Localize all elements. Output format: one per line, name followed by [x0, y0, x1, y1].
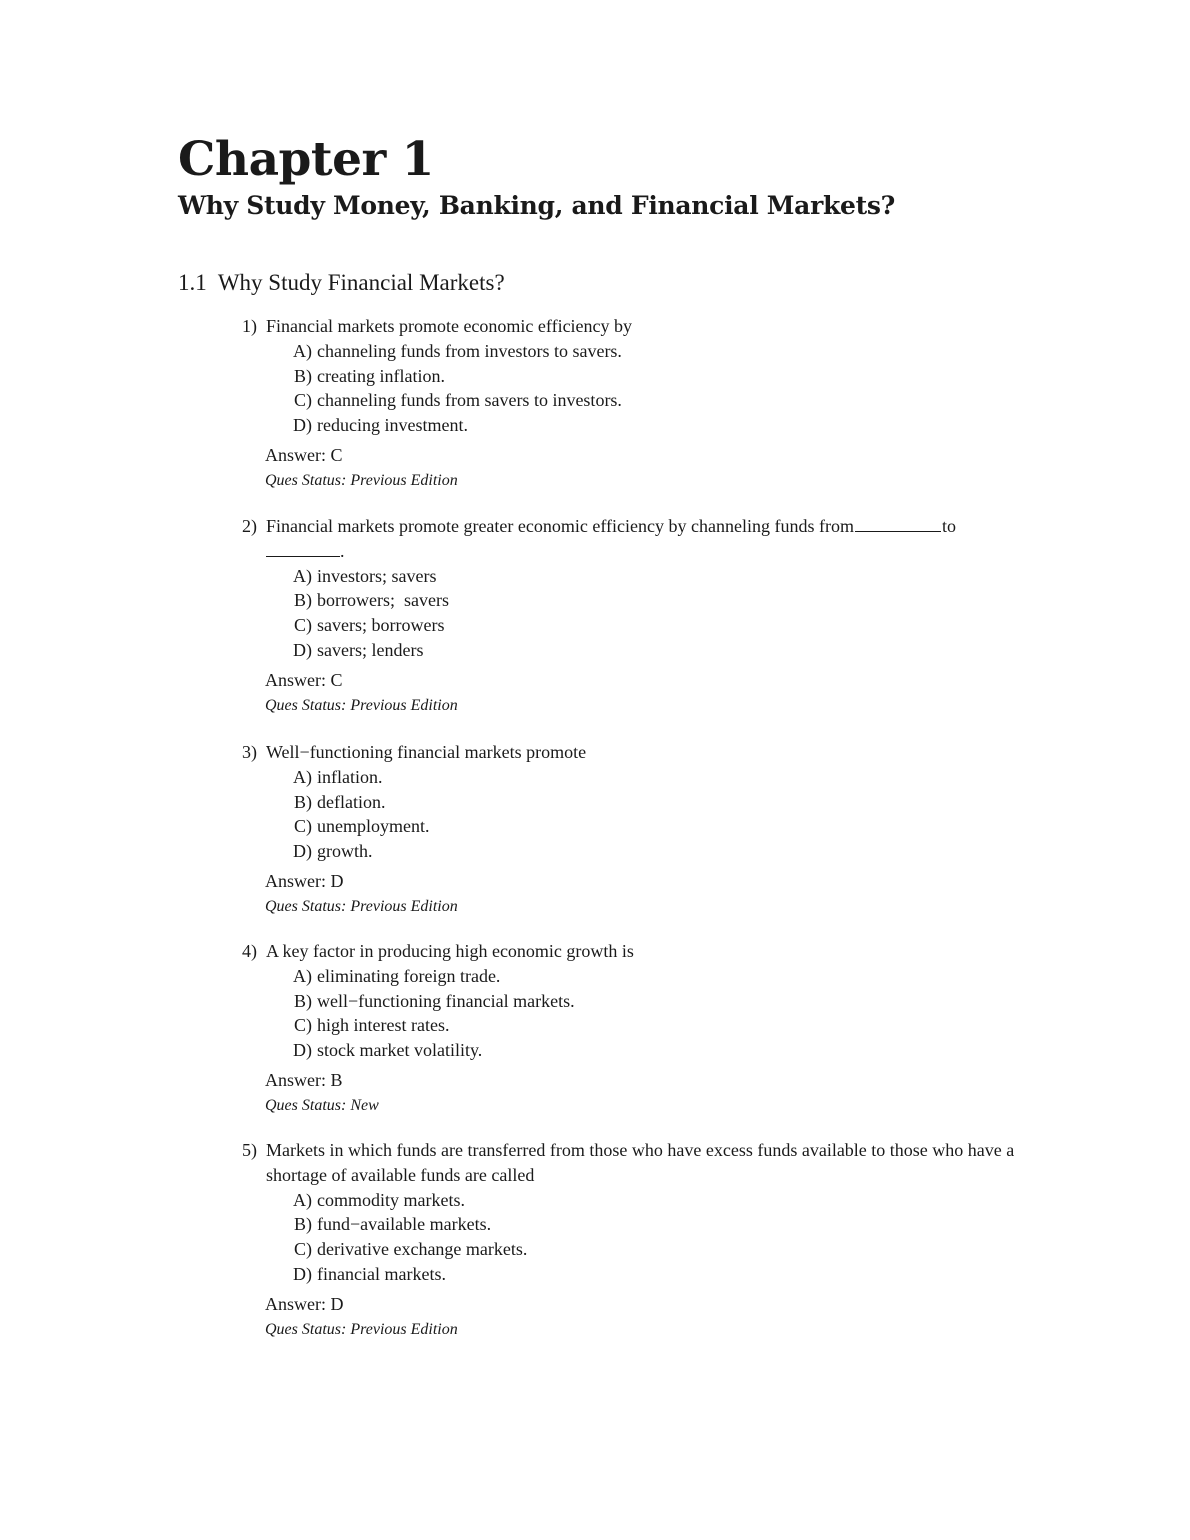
option-text: commodity markets.	[317, 1189, 465, 1210]
option-text: inflation.	[317, 766, 383, 787]
section-title: Why Study Financial Markets?	[217, 270, 505, 295]
question-stem	[242, 740, 1052, 765]
question-3	[242, 740, 1052, 919]
question-status: Ques Status: New	[265, 1096, 379, 1114]
option-d	[286, 1038, 1052, 1063]
option-list	[242, 564, 1052, 663]
option-text: fund−available markets.	[317, 1214, 492, 1235]
option-letter: C)	[294, 390, 312, 411]
question-stem	[242, 514, 1052, 539]
option-text: stock market volatility.	[317, 1040, 483, 1061]
option-text: derivative exchange markets.	[317, 1239, 528, 1260]
option-a	[286, 339, 1052, 364]
option-text: borrowers; savers	[317, 590, 449, 611]
question-text: Financial markets promote economic efficiency by	[266, 316, 633, 336]
option-text: growth.	[317, 841, 373, 862]
option-letter: B)	[294, 1214, 312, 1235]
option-list	[242, 964, 1052, 1063]
option-letter: D)	[293, 639, 312, 660]
question-number: 5)	[242, 1140, 257, 1160]
option-d	[286, 839, 1052, 864]
option-d	[286, 1262, 1052, 1287]
option-letter: D)	[293, 1263, 312, 1284]
option-b	[286, 364, 1052, 389]
option-letter: C)	[294, 1239, 312, 1260]
option-c	[286, 814, 1052, 839]
answer-line: Answer: B	[265, 1069, 343, 1090]
option-list	[242, 765, 1052, 864]
question-stem	[242, 939, 1052, 964]
question-text: Markets in which funds are transferred from those who have excess funds available to those who have a shortage of available funds are called	[266, 1140, 1015, 1185]
option-b	[286, 588, 1052, 613]
option-text: financial markets.	[317, 1263, 446, 1284]
question-status: Ques Status: Previous Edition	[265, 897, 458, 915]
option-a	[286, 964, 1052, 989]
question-5	[242, 1138, 1052, 1342]
option-b	[286, 790, 1052, 815]
question-number: 4)	[242, 941, 257, 961]
question-status: Ques Status: Previous Edition	[265, 1320, 458, 1338]
question-2	[242, 514, 1052, 718]
answer-line: Answer: C	[265, 444, 343, 465]
option-list	[242, 339, 1052, 438]
option-letter: B)	[294, 590, 312, 611]
option-d	[286, 413, 1052, 438]
option-text: high interest rates.	[317, 1015, 450, 1036]
option-c	[286, 613, 1052, 638]
option-text: savers; borrowers	[317, 615, 445, 636]
option-a	[286, 564, 1052, 589]
question-text: Well−functioning financial markets promote	[266, 742, 587, 762]
question-stem-continued	[242, 539, 1052, 564]
question-stem	[242, 314, 1052, 339]
option-letter: B)	[294, 365, 312, 386]
option-letter: C)	[294, 816, 312, 837]
answer-line: Answer: D	[265, 1293, 344, 1314]
question-text-part: Financial markets promote greater economic efficiency by channeling funds from	[266, 516, 854, 536]
section-heading	[178, 268, 505, 298]
question-4	[242, 939, 1052, 1118]
chapter-subtitle: Why Study Money, Banking, and Financial Markets?	[178, 191, 895, 220]
question-number: 3)	[242, 742, 257, 762]
fill-in-blank	[266, 539, 340, 557]
option-letter: A)	[293, 340, 312, 361]
answer-line: Answer: D	[265, 870, 344, 891]
option-text: eliminating foreign trade.	[317, 965, 501, 986]
option-letter: C)	[294, 1015, 312, 1036]
option-b	[286, 1212, 1052, 1237]
question-text	[266, 514, 1052, 539]
option-b	[286, 989, 1052, 1014]
option-c	[286, 1237, 1052, 1262]
question-stem	[242, 1138, 1052, 1188]
option-a	[286, 1188, 1052, 1213]
question-number: 2)	[242, 516, 257, 536]
option-letter: D)	[293, 415, 312, 436]
option-text: unemployment.	[317, 816, 430, 837]
option-text: investors; savers	[317, 565, 437, 586]
option-text: well−functioning financial markets.	[317, 990, 575, 1011]
option-c	[286, 388, 1052, 413]
option-letter: B)	[294, 990, 312, 1011]
option-text: deflation.	[317, 791, 386, 812]
option-letter: D)	[293, 841, 312, 862]
question-text: A key factor in producing high economic growth is	[266, 941, 634, 961]
option-text: savers; lenders	[317, 639, 424, 660]
question-1	[242, 314, 1052, 493]
question-status: Ques Status: Previous Edition	[265, 471, 458, 489]
option-text: channeling funds from investors to savers.	[317, 340, 622, 361]
option-letter: C)	[294, 615, 312, 636]
option-text: creating inflation.	[317, 365, 445, 386]
question-number: 1)	[242, 316, 257, 336]
option-letter: A)	[293, 1189, 312, 1210]
option-d	[286, 638, 1052, 663]
chapter-title: Chapter 1	[178, 132, 434, 187]
option-list	[242, 1188, 1052, 1287]
option-letter: A)	[293, 766, 312, 787]
option-text: channeling funds from savers to investors.	[317, 390, 622, 411]
option-letter: A)	[293, 965, 312, 986]
option-a	[286, 765, 1052, 790]
option-letter: B)	[294, 791, 312, 812]
answer-line: Answer: C	[265, 669, 343, 690]
option-c	[286, 1013, 1052, 1038]
fill-in-blank	[855, 514, 941, 532]
question-status: Ques Status: Previous Edition	[265, 696, 458, 714]
question-text-part: .	[340, 540, 345, 561]
option-text: reducing investment.	[317, 415, 468, 436]
option-letter: D)	[293, 1040, 312, 1061]
section-number: 1.1	[178, 270, 207, 295]
option-letter: A)	[293, 565, 312, 586]
question-text-part: to	[941, 516, 956, 536]
